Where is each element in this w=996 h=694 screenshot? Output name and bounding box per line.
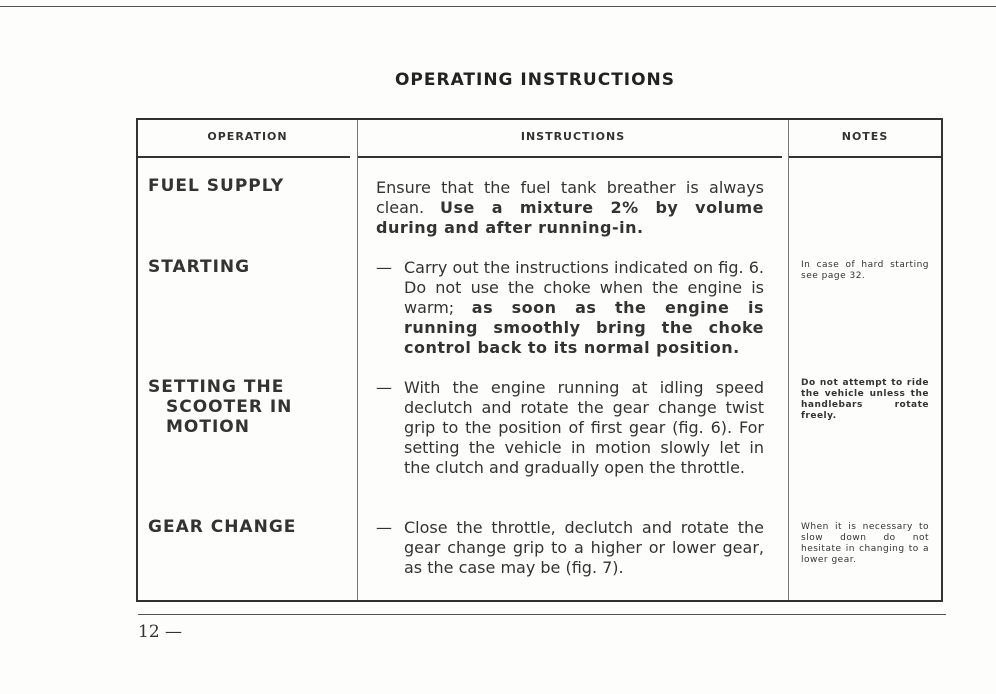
header-rule-notes xyxy=(789,156,941,158)
operation-gear-change: GEAR CHANGE xyxy=(148,517,297,537)
instruction-gear-change xyxy=(376,518,764,578)
footer-rule xyxy=(138,614,946,615)
bullet-dash: — xyxy=(376,258,392,277)
top-edge-rule xyxy=(0,6,996,7)
instructions-table xyxy=(136,118,943,602)
operation-setting-line3: MOTION xyxy=(166,417,250,437)
header-notes: NOTES xyxy=(841,130,889,143)
note-starting: In case of hard starting see page 32. xyxy=(801,260,929,281)
column-divider-instructions xyxy=(788,120,789,600)
header-rule-instructions xyxy=(358,156,782,158)
note-gear-change: When it is necessary to slow down do not hesitate in changing to a lower gear. xyxy=(801,522,929,565)
instruction-fuel-supply-emphasis: Use a mixture 2% by volume during and after running-in. xyxy=(376,198,764,237)
header-operation: OPERATION xyxy=(207,130,288,143)
operation-setting-line2: SCOOTER IN xyxy=(166,397,293,417)
instruction-starting-emphasis: as soon as the engine is running smoothly bring the choke control back to its normal position. xyxy=(404,298,764,357)
note-setting-in-motion: Do not attempt to ride the vehicle unless the handlebars rotate freely. xyxy=(801,378,929,421)
operation-starting: STARTING xyxy=(148,257,251,277)
page-title: OPERATING INSTRUCTIONS xyxy=(394,70,676,90)
bullet-dash: — xyxy=(376,518,392,537)
instruction-gear-change-text: Close the throttle, declutch and rotate the gear change grip to a higher or lower gear, as the case may be (fig. 7). xyxy=(404,518,764,577)
instruction-fuel-supply-text: Ensure that the fuel tank breather is always clean. xyxy=(376,178,764,217)
instruction-starting xyxy=(376,258,764,358)
header-rule-operation xyxy=(138,156,350,158)
operation-fuel-supply: FUEL SUPPLY xyxy=(148,176,285,196)
instruction-setting-text: With the engine running at idling speed declutch and rotate the gear change twist grip to the position of first gear (fig. 6). For setting the vehicle in motion slowly let in the clutch and gradually open the throttle. xyxy=(404,378,764,477)
instruction-fuel-supply xyxy=(376,178,764,238)
column-divider-operation xyxy=(357,120,358,600)
operation-setting-line1: SETTING THE xyxy=(148,377,285,397)
header-instructions: INSTRUCTIONS xyxy=(520,130,626,143)
page-number: 12 — xyxy=(138,622,183,642)
instruction-setting-in-motion xyxy=(376,378,764,478)
instruction-starting-text: Carry out the instructions indicated on fig. 6. Do not use the choke when the engine is warm; xyxy=(404,258,764,317)
operation-setting-in-motion xyxy=(148,377,292,437)
bullet-dash: — xyxy=(376,378,392,397)
